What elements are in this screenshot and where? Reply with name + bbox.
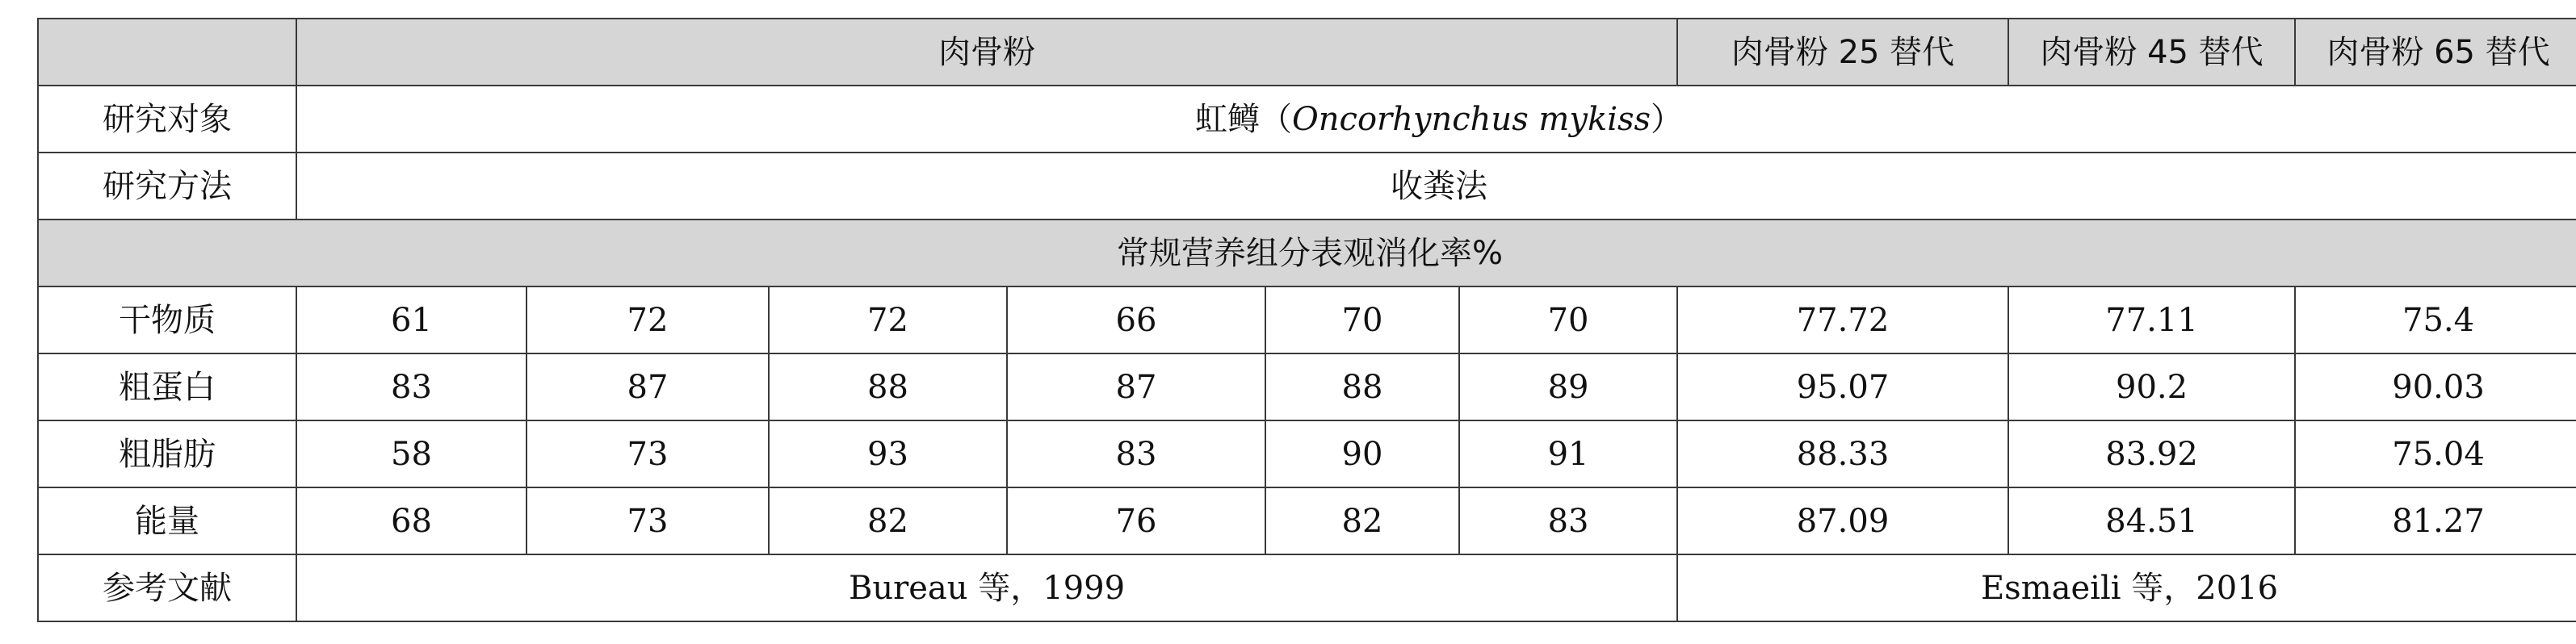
value-cell: 66: [1007, 286, 1265, 353]
value-cell: 83: [296, 353, 527, 420]
value-cell: 68: [296, 487, 527, 554]
header-corner-cell: [38, 19, 296, 86]
header-row: [38, 19, 2576, 86]
header-replacement-25: 肉骨粉 25 替代: [1677, 19, 2008, 86]
table-row: [38, 286, 2576, 353]
subject-row: [38, 86, 2576, 153]
method-row: [38, 153, 2576, 220]
table-row: [38, 353, 2576, 420]
value-cell: 61: [296, 286, 527, 353]
value-cell: 83: [1459, 487, 1677, 554]
value-cell: 91: [1459, 420, 1677, 487]
method-label: 研究方法: [38, 153, 296, 220]
table-row: [38, 487, 2576, 554]
value-cell: 75.4: [2295, 286, 2576, 353]
value-cell: 84.51: [2008, 487, 2295, 554]
value-cell: 83.92: [2008, 420, 2295, 487]
value-cell: 77.11: [2008, 286, 2295, 353]
reference-bureau: Bureau 等，1999: [296, 554, 1677, 621]
value-cell: 76: [1007, 487, 1265, 554]
subject-value: [296, 86, 2576, 153]
value-cell: 90.2: [2008, 353, 2295, 420]
value-cell: 82: [1265, 487, 1459, 554]
value-cell: 88: [769, 353, 1007, 420]
row-label-crude-protein: 粗蛋白: [38, 353, 296, 420]
value-cell: 81.27: [2295, 487, 2576, 554]
value-cell: 93: [769, 420, 1007, 487]
row-label-energy: 能量: [38, 487, 296, 554]
value-cell: 73: [527, 487, 769, 554]
species-name: Oncorhynchus mykiss: [1291, 100, 1651, 138]
value-cell: 88: [1265, 353, 1459, 420]
references-row: [38, 554, 2576, 621]
row-label-crude-fat: 粗脂肪: [38, 420, 296, 487]
value-cell: 90: [1265, 420, 1459, 487]
value-cell: 88.33: [1677, 420, 2008, 487]
header-group-meat-bone-meal: 肉骨粉: [296, 19, 1677, 86]
row-label-dry-matter: 干物质: [38, 286, 296, 353]
value-cell: 87: [1007, 353, 1265, 420]
subject-suffix: ）: [1651, 100, 1684, 138]
section-title: 常规营养组分表观消化率%: [38, 220, 2576, 286]
value-cell: 87.09: [1677, 487, 2008, 554]
digestibility-table: [37, 18, 2576, 622]
value-cell: 70: [1459, 286, 1677, 353]
references-label: 参考文献: [38, 554, 296, 621]
value-cell: 90.03: [2295, 353, 2576, 420]
method-value: 收粪法: [296, 153, 2576, 220]
subject-prefix: 虹鳟（: [1194, 100, 1292, 138]
header-replacement-45: 肉骨粉 45 替代: [2008, 19, 2295, 86]
subject-label: 研究对象: [38, 86, 296, 153]
section-title-row: [38, 220, 2576, 286]
value-cell: 95.07: [1677, 353, 2008, 420]
reference-esmaeili: Esmaeili 等，2016: [1677, 554, 2576, 621]
header-replacement-65: 肉骨粉 65 替代: [2295, 19, 2576, 86]
table-row: [38, 420, 2576, 487]
value-cell: 75.04: [2295, 420, 2576, 487]
value-cell: 83: [1007, 420, 1265, 487]
value-cell: 82: [769, 487, 1007, 554]
value-cell: 70: [1265, 286, 1459, 353]
value-cell: 87: [527, 353, 769, 420]
value-cell: 58: [296, 420, 527, 487]
value-cell: 72: [527, 286, 769, 353]
value-cell: 77.72: [1677, 286, 2008, 353]
value-cell: 73: [527, 420, 769, 487]
value-cell: 89: [1459, 353, 1677, 420]
value-cell: 72: [769, 286, 1007, 353]
